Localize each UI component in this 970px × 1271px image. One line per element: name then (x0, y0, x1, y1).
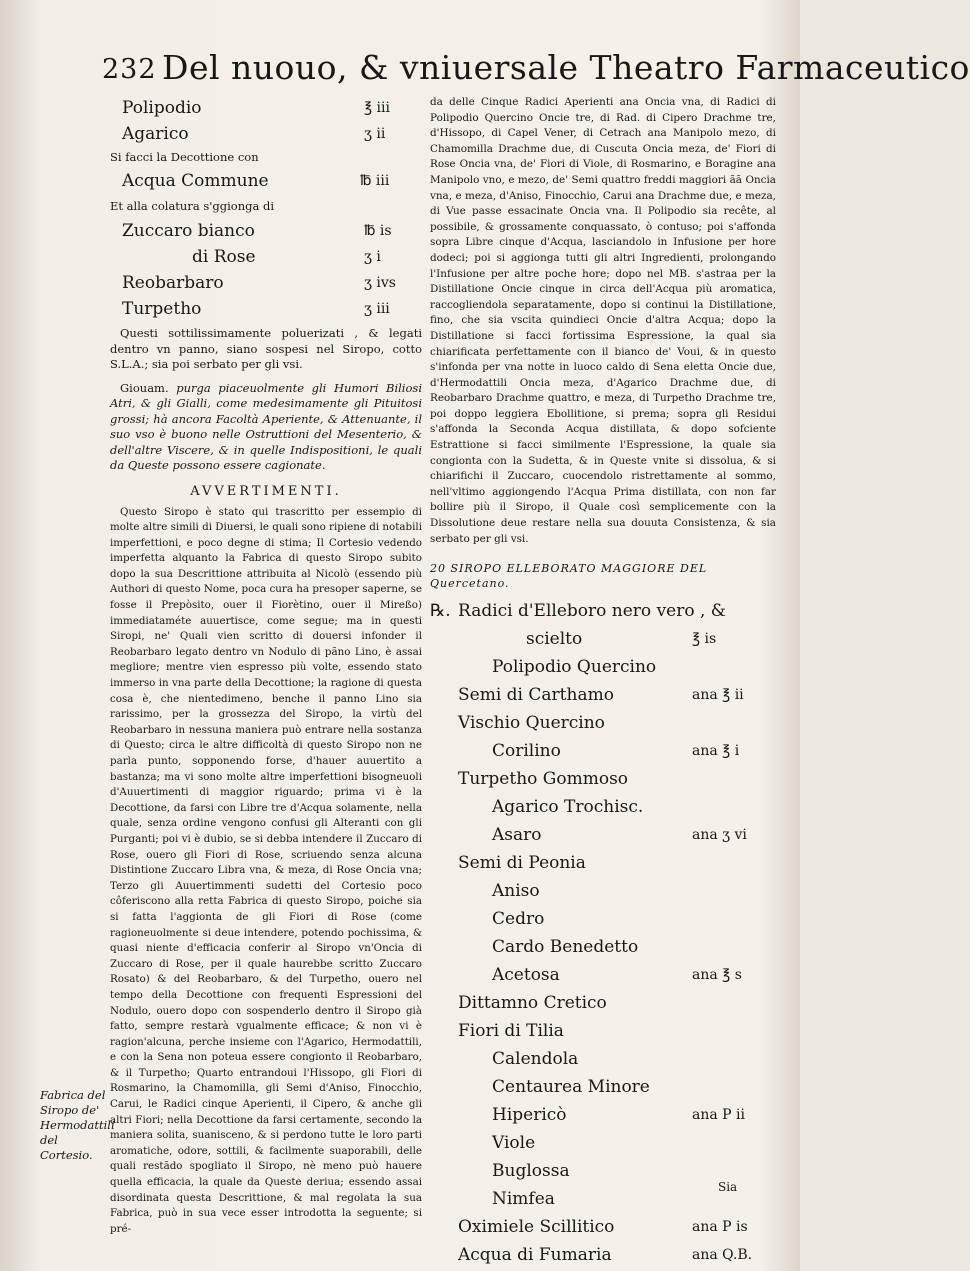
recipe-line (430, 1073, 776, 1101)
avvertimenti-heading: AVVERTIMENTI. (190, 483, 342, 499)
recipe-list (430, 597, 776, 1269)
continuation-text: da delle Cinque Radici Aperienti ana Oncia vna, di Radici di Polipodio Quercino Oncie tre, di Rad. di Cipero Drachme tre, d'Hissopo, di Capel Vener, di Cetrach ana Manipolo mezo, di Chamomilla Drachme due, di Cuscuta Oncia meza, de' Fiori di Rose Oncia vna, de' Fiori di Viole, di Rosmarino, e Boragine ana Manipolo vno, e mezo, de' Semi quattro freddi maggiori ãã Oncia vna, e meza, d'Aniso, Finocchio, Carui ana Drachme due, e meza, di Vue passe essacinate Oncia vna. Il Polipodio sia recête, al possibile, & grossamente conquassato, ò contuso; poi s'affonda sopra Libre cinque d'Acqua, lasciandolo in Infusione per hore dodeci; poi si aggionga tutti gli altri Ingredienti, prolongando l'Infusione per altre poche hore; dopo nel MB. s'astraa per la Distillatione Oncie cinque in circa dell'Acqua più aromatica, raccogliendola separatamente, dopo si continui la Distillatione, fino, che sia vscita quindieci Oncie d'altra Acqua; dopo la Distillatione si facci fortissima Espressione, la qual sia chiarificata perfettamente con il bianco de' Voui, & in questo s'infonda per vna notte in luoco caldo di Sena eletta Oncie due, d'Hermodattili Oncia meza, d'Agarico Drachme due, di Reobarbaro Drachme quattro, e meza, di Turpetho Drachme tre, poi doppo leggiera Ebollitione, si prema; sopra gli Residui s'affonda la Seconda Acqua distillata, & dopo sofciente Estrattione si facci similmente l'Espressione, la quale sia congionta con la Sudetta, & in Queste vnite si dissolua, & si chiarifichi il Zuccaro, cuocendolo ristrettamente al sommo, nell'vltimo aggiongendo l'Acqua Prima distillata, con non far bollire più il Siropo, il Quale così semplicemente con la Dissolutione deue restare nella sua douuta Consistenza, & sia serbato per gli vsi. (430, 96, 776, 545)
recipe-qty: ana P ii (692, 1107, 745, 1124)
recipe-line (430, 625, 776, 653)
recipe-line (430, 849, 776, 877)
recipe-ingredient: Cedro (492, 909, 545, 930)
recipe-ingredient: Radici d'Elleboro nero vero , & (458, 601, 726, 622)
recipe-ingredient: scielto (526, 629, 583, 650)
recipe-line (430, 681, 776, 709)
catchword: Sia (718, 1180, 738, 1194)
ingredient-name: di Rose (192, 247, 256, 267)
decoction-line: Si facci la Decottione con (110, 150, 259, 164)
avvertimenti-text: Questo Siropo è stato qui trascritto per essempio di molte altre simili di Diuersi, le quali sono ripiene di notabili imperfettioni, e poco degne di stima; Il Cortesio vedendo imperfetta alquanto la Fabrica di questo Siropo subito dopo la sua Descrittione attribuita al Nicolò (essendo più Authori di questo Nome, poca cura ha presoper saperne, se fosse il Prepòsito, ouer il Fiorètino, ouer il Mireßo) immediataméte auuertisce, come segue; ma in questi Siropi, ne' Quali vien scritto di douersi infonder il Reobarbaro legato dentro vn Nodulo di pãno Lino, è assai megliore; mentre vien espresso più volte, essendo stato immerso in vna parte della Decottione; la ragione di questa cosa è, che nientedimeno, benche il panno Lino sia rarissimo, per la grossezza del Siropo, la virtù del Reobarbaro in nessuna maniera può entrare nella sostanza di Questo; circa le altre difficoltà di questo Siropo non ne parla punto, sopponendo forse, d'hauer auuertito a bastanza; ma vi sono molte altre imperfettioni bisogneuoli d'Auuertimenti di maggior riguardo; prima vi è la Decottione, da farsi con Libre tre d'Acqua solamente, nella quale, senza ordine vengono confusi gli Alteranti con gli Purganti; poi vi è dubio, se si debba intendere il Zuccaro di Rose, ouero gli Fiori di Rose, scriuendo senza alcuna Distintione Zuccaro Libra vna, & meza, di Rose Oncia vna; Terzo gli Auuertimmenti sudetti del Cortesio poco côferiscono alla retta Fabrica di questo Siropo, poiche sia si fatta l'aggionta de gli Fiori di Rose (come ragioneuolmente si deue intendere, potendo pochissima, & quasi niente d'efficacia conferir al Siropo vn'Oncia di Zuccaro di Rose, per il quale haurebbe scritto Zuccaro Rosato) & del Reobarbaro, & del Turpetho, ouero nel tempo della Decottione con frequenti Espressioni del Nodulo, ouero dopo con sospenderlo dentro il Siropo già fatto, sempre restarà vgualmente efficace; & non vi è ragion'alcuna, perche insieme con l'Agarico, Hermodattili, e con la Sena non poteua essere congionto il Reobarbaro, & il Turpetho; Quarto entrandoui l'Hissopo, gli Fiori di Rosmarino, la Chamomilla, gli Semi d'Aniso, Finocchio, Carui, le Radici cinque Aperienti, il Cipero, & anche gli altri Fiori; nella Decottione da farsi certamente, secondo la maniera solita, suanisceno, & si perdono tutte le loro parti aromatiche, odore, sottili, & facilmente suaporabili, delle quali restãdo spogliato il Siropo, nè meno può hauere quella efficacia, la quale da Queste deriua; essendo assai disordinata questa Descrittione, & mal regolata la sua Fabrica, può in sua vece esser introdotta la seguente; si pré- (110, 505, 422, 1235)
ingredient-qty: ℔ iii (360, 172, 390, 189)
running-title: Del nuouo, & vniuersale Theatro Farmaceutico (162, 48, 970, 87)
recipe-line (430, 709, 776, 737)
recipe-line (430, 877, 776, 905)
recipe-ingredient: Asaro (492, 825, 542, 846)
recipe-ingredient: Polipodio Quercino (492, 657, 657, 678)
recipe-ingredient: Calendola (492, 1049, 579, 1070)
recipe-title-text: SIROPO ELLEBORATO MAGGIORE DEL Quercetano. (430, 562, 708, 591)
left-column (110, 95, 422, 1235)
recipe-ingredient: Viole (492, 1133, 536, 1154)
recipe-ingredient: Centaurea Minore (492, 1077, 650, 1098)
ingredient-qty: ʒ iii (364, 301, 390, 317)
recipe-line (430, 793, 776, 821)
recipe-qty: ana ʒ vi (692, 827, 747, 844)
recipe-title (430, 561, 776, 591)
recipe-ingredient: Acqua di Fumaria (458, 1245, 612, 1266)
recipe-line (430, 737, 776, 765)
recipe-line (430, 933, 776, 961)
recipe-ingredient: Semi di Carthamo (458, 685, 614, 706)
ingredient-name: Acqua Commune (122, 170, 269, 191)
page-header (96, 44, 970, 94)
recipe-ingredient: Acetosa (492, 965, 560, 986)
recipe-line (430, 597, 776, 625)
ingredient-line (110, 244, 422, 270)
preparation-instructions: Questi sottilissimamente poluerizati , & legati dentro vn panno, siano sospesi nel Siropo, cotto S.L.A.; sia poi serbato per gli vsi. (110, 326, 422, 371)
right-column (430, 95, 776, 1266)
recipe-ingredient: Vischio Quercino (458, 713, 605, 734)
recipe-line (430, 1045, 776, 1073)
recipe-ingredient: Buglossa (492, 1161, 570, 1182)
recipe-line (430, 1213, 776, 1241)
ingredient-qty: ʒ ivs (364, 275, 396, 291)
recipe-qty: ana Q.B. (692, 1247, 753, 1264)
ingredient-name: Agarico (122, 124, 189, 144)
recipe-ingredient: Hipericò (492, 1105, 567, 1126)
ingredient-name: Polipodio (122, 98, 202, 118)
recipe-qty: ana P is (692, 1219, 748, 1236)
recipe-ingredient: Cardo Benedetto (492, 937, 639, 958)
recipe-line (430, 1129, 776, 1157)
recipe-ingredient: Dittamno Cretico (458, 993, 607, 1014)
recipe-line (430, 821, 776, 849)
recipe-ingredient: Turpetho Gommoso (458, 769, 629, 790)
recipe-line (430, 905, 776, 933)
ingredient-line (110, 218, 422, 244)
recipe-line (430, 765, 776, 793)
recipe-ingredient: Agarico Trochisc. (492, 797, 644, 818)
ingredient-name: Reobarbaro (122, 273, 224, 293)
margin-note: Fabrica del Siropo de' Hermodattili del Cortesio. (40, 1088, 115, 1162)
recipe-line (430, 1101, 776, 1129)
recipe-ingredient: Aniso (492, 881, 540, 902)
ingredient-qty: ℥ iii (364, 100, 390, 116)
ingredient-line (110, 296, 422, 322)
recipe-qty: ℥ is (692, 631, 717, 648)
recipe-qty: ana ℥ i (692, 743, 740, 760)
page-number: 232 (102, 54, 157, 85)
ingredient-qty: ʒ ii (364, 126, 386, 142)
recipe-ingredient: Nimfea (492, 1189, 555, 1210)
recipe-line (430, 989, 776, 1017)
recipe-ingredient: Corilino (492, 741, 561, 762)
ingredient-line (110, 121, 422, 147)
recipe-qty: ana ℥ s (692, 967, 742, 984)
recipe-line (430, 1017, 776, 1045)
ingredient-name: Turpetho (122, 299, 202, 319)
ingredient-name: Zuccaro bianco (122, 221, 255, 241)
recipe-number: 20 (430, 562, 446, 576)
ingredient-qty: ʒ i (364, 249, 381, 265)
recipe-ingredient: Semi di Peonia (458, 853, 586, 874)
ingredient-line (110, 166, 422, 196)
recipe-ingredient: Fiori di Tilia (458, 1021, 564, 1042)
recipe-qty: ana ℥ ii (692, 687, 744, 704)
recipe-line (430, 961, 776, 989)
giouamento-text: purga piaceuolmente gli Humori Biliosi Atri, & gli Gialli, come medesimamente gli Pituitosi grossi; hà ancora Facoltà Aperiente, & Attenuante, il suo vso è buono nelle Ostruttioni del Mesenterio, & dell'altre Viscere, & in quelle Indispositioni, le quali da Queste possono essere cagionate. (110, 380, 422, 472)
rx-symbol: ℞. (430, 601, 451, 622)
ingredient-qty: ℔ is (364, 223, 392, 239)
giouamento-lead: Giouam. (120, 380, 169, 395)
recipe-line (430, 1241, 776, 1269)
recipe-ingredient: Oximiele Scillitico (458, 1217, 615, 1238)
giouamento-paragraph (110, 381, 422, 474)
recipe-line (430, 653, 776, 681)
colatura-line: Et alla colatura s'ggionga di (110, 198, 275, 213)
ingredient-line (110, 95, 422, 121)
ingredient-line (110, 270, 422, 296)
